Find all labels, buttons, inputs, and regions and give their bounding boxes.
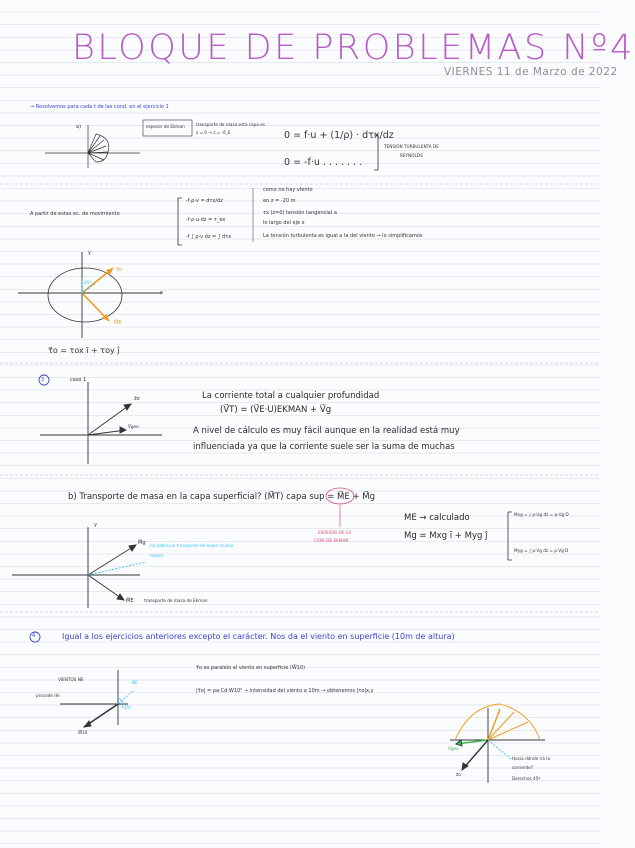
section-3-number: 3 <box>41 377 45 383</box>
section-b-eq-b: -f·ρ·u·dz = τ_ex <box>186 217 226 223</box>
caso1-diagram <box>40 382 162 464</box>
mg-label: M⃗g <box>138 540 146 546</box>
section-3-vgeo: V⃗geo <box>128 424 139 429</box>
procede-label: procede de <box>36 693 60 698</box>
box-note-2: z = 0 → z = -δ_E <box>196 130 231 135</box>
question-1: Hacia dónde irá la <box>512 756 551 761</box>
section-b-eq-a: -f·ρ·v = dτx/dz <box>186 198 223 204</box>
section-3-text-2: (V⃗T) = (V⃗E·U)EKMAN + V⃗g <box>220 405 332 415</box>
page-date: VIERNES 11 de Marzo de 2022 <box>444 66 618 78</box>
section-4-line-2: |τ⃗o| = ρa·Cd·W10² → intensidad del viento a 10m → obtenemos |τo|x,y <box>196 688 374 694</box>
tau-diagram-y: y <box>88 250 91 256</box>
section-b-note-5: La tensión turbulenta es igual a la del viento → lo simplificamos <box>263 233 423 239</box>
section-4-number: 4 <box>32 633 36 639</box>
me-label: M⃗E <box>114 320 122 326</box>
mg-eq: Mg = Mxg ĩ + Myg ĵ <box>404 531 488 541</box>
question-2: corriente? <box>512 765 534 770</box>
section-3-zo: z⃗o <box>134 396 140 402</box>
espesor-label: espesor de Ekman <box>146 124 185 129</box>
intro-eq1: 0 = f·u + (1/ρ) · dτx/dz <box>284 130 394 141</box>
myg-eq: Myg = ∫ ρ·Vg dz = ρ·Vg·D <box>514 548 569 553</box>
section-3-case: caso 1 <box>70 377 87 383</box>
tau-label: τ⃗o <box>116 267 123 273</box>
mass-transport-diagram <box>12 527 146 608</box>
w10-label: W⃗10 <box>78 730 88 735</box>
cyan-note-1: no habrá un transporte de masa mucho <box>150 543 234 548</box>
section-b-note-2: en z = -20 m <box>263 198 296 204</box>
geo-diagram <box>450 704 545 783</box>
section-4-text: Igual a los ejercicios anteriores excepto el carácter. Nos da el viento en superficie (10m de altura) <box>62 632 455 641</box>
ekman-spiral-sketch <box>45 125 140 168</box>
tau-vector-eq: τ⃗o = τox ĩ + τoy ĵ <box>48 346 120 355</box>
intro-a-label: a) <box>76 124 82 130</box>
section-b-eq-c: -f ∫ ρ·v dz = ∫ dτx <box>186 234 232 240</box>
tau-angle: 45º <box>84 280 92 285</box>
section-3-text-1: La corriente total a cualquier profundidad <box>202 391 380 401</box>
box-note-1: transporte de masa esta capa es <box>196 122 266 127</box>
pink-note-2: CAPA DE EKMAN <box>314 538 349 543</box>
section-3-text-3: A nivel de cálculo es muy fácil aunque en la realidad está muy <box>193 426 460 436</box>
intro-note: → Resolvemos para cada t de las cond. en el ejercicio 1 <box>30 104 169 110</box>
section-b-lead: A partir de estas ec. de movimiento <box>30 211 120 217</box>
tau-me-diagram <box>18 252 162 338</box>
b2-axis-y: y <box>94 522 97 528</box>
section-3-text-4: influenciada ya que la corriente suele ser la suma de muchas <box>193 442 455 452</box>
me-label-b2: M⃗E <box>126 598 134 604</box>
section-b2-text: b) Transporte de masa en la capa superficial? (M⃗T) capa sup = M⃗E + M⃗g <box>68 492 376 502</box>
brace-note-2: REYNOLDS <box>400 153 423 158</box>
section-b-note-3: τx (z=0) tensión tangencial a <box>263 210 337 216</box>
cyan-note-2: mayor <box>150 553 164 558</box>
zo-label-4: z⃗o <box>456 772 461 777</box>
tau-diagram-x: x <box>160 290 163 296</box>
mxg-eq: Mxg = ∫ ρ·Ug dz = ρ·Ug·D <box>514 512 569 517</box>
section-b-note-4: lo largo del eje x <box>263 220 305 226</box>
section-b-note-1: como no hay viento <box>263 187 313 193</box>
vgeo-label: Vgeo <box>448 746 459 751</box>
intro-eq2: 0 = -f·u . . . . . . . <box>284 157 363 168</box>
vientos-label: VIENTOS NE <box>58 677 84 682</box>
ne-label: NE <box>132 680 138 685</box>
pink-note-1: ESPESOR DE LA <box>318 530 352 535</box>
page-title: BLOQUE DE PROBLEMAS Nº4 <box>72 28 635 68</box>
question-3: Derechos 45º <box>512 776 541 781</box>
wind-angle: 45º <box>124 705 132 710</box>
me-note: transporte de masa de Ekman <box>144 598 208 603</box>
me-calc: ME → calculado <box>404 513 470 523</box>
section-4-line-1: τ⃗o es paralelo al viento en superficie (W⃗10) <box>196 665 306 671</box>
brace-note-1: TENSIÓN TURBULENTA DE <box>384 144 439 149</box>
